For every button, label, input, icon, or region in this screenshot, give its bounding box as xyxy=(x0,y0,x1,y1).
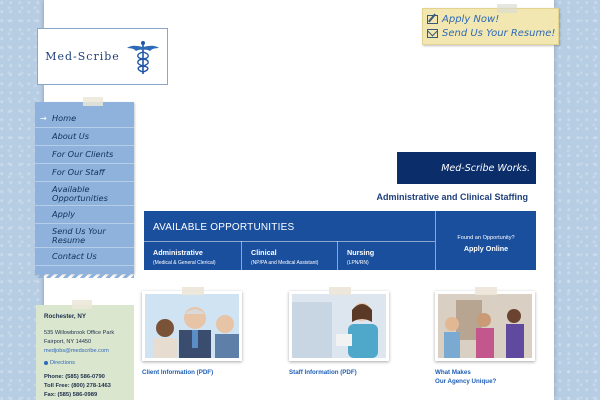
fax-number: Fax: (585) 586-0989 xyxy=(44,392,98,398)
site-logo[interactable] xyxy=(37,28,168,85)
nav-item-available-opportunities[interactable] xyxy=(35,182,134,206)
directions-label: Directions xyxy=(50,360,75,366)
staff-info-link[interactable]: Staff Information (PDF) xyxy=(289,369,357,376)
hero-banner-text: Med-Scribe Works. xyxy=(441,162,530,174)
caption-line: Our Agency Unique? xyxy=(435,378,497,385)
nav-item-label: Contact Us xyxy=(52,251,97,261)
directions-link[interactable] xyxy=(44,360,128,366)
category-subtitle: (NP/PA and Medical Assistant) xyxy=(251,260,319,266)
sidebar-nav xyxy=(35,102,134,274)
nav-item-for-our-clients[interactable] xyxy=(35,146,134,164)
hero-tagline: Administrative and Clinical Staffing xyxy=(376,192,528,202)
hero-banner xyxy=(397,152,536,184)
nav-item-label: → Home xyxy=(52,113,77,123)
category-subtitle: (LPN/RN) xyxy=(347,260,369,266)
category-clinical[interactable] xyxy=(241,241,337,270)
apply-online-label: Apply Online xyxy=(463,244,509,253)
logo-text: Med-Scribe xyxy=(45,50,120,63)
category-title: Nursing xyxy=(347,248,375,257)
tape-decoration xyxy=(182,287,204,295)
client-info-card xyxy=(142,291,242,377)
category-subtitle: (Medical & General Clerical) xyxy=(153,260,216,266)
tape-decoration xyxy=(83,97,103,106)
caduceus-icon xyxy=(126,39,160,75)
torn-edge-decoration xyxy=(35,272,134,278)
category-nursing[interactable] xyxy=(337,241,435,270)
team-photo-icon xyxy=(438,294,532,358)
agency-unique-link[interactable] xyxy=(435,368,535,386)
apply-now-label: Apply Now! xyxy=(442,14,500,25)
people-photo-icon xyxy=(145,294,239,358)
send-resume-link[interactable] xyxy=(427,28,555,39)
address-line-1: 535 Willowbrook Office Park xyxy=(44,330,115,336)
agency-unique-card xyxy=(435,291,535,386)
nav-item-label: For Our Clients xyxy=(52,149,114,159)
category-administrative[interactable] xyxy=(144,241,241,270)
pencil-icon xyxy=(427,15,438,24)
nav-item-label: For Our Staff xyxy=(52,167,105,177)
client-info-link[interactable]: Client Information (PDF) xyxy=(142,369,214,376)
office-city: Rochester, NY xyxy=(44,313,86,320)
nurse-photo-icon xyxy=(292,294,386,358)
tape-decoration xyxy=(72,300,92,309)
nav-item-about-us[interactable] xyxy=(35,128,134,146)
send-resume-label: Send Us Your Resume! xyxy=(442,28,556,39)
found-opportunity-text: Found an Opportunity? xyxy=(457,235,515,241)
nav-item-for-our-staff[interactable] xyxy=(35,164,134,182)
email-link[interactable]: medjobs@medscribe.com xyxy=(44,348,109,354)
nav-item-send-resume[interactable] xyxy=(35,224,134,248)
nav-item-label: About Us xyxy=(52,131,90,141)
tape-decoration xyxy=(497,4,517,13)
apply-now-link[interactable] xyxy=(427,14,499,25)
nav-item-contact-us[interactable] xyxy=(35,248,134,266)
tape-decoration xyxy=(329,287,351,295)
category-title: Administrative xyxy=(153,248,203,257)
apply-note xyxy=(422,8,559,45)
apply-online-link[interactable] xyxy=(436,235,536,253)
nav-item-label: Apply xyxy=(52,209,76,219)
nav-item-home[interactable] xyxy=(35,110,134,128)
nav-item-apply[interactable] xyxy=(35,206,134,224)
category-title: Clinical xyxy=(251,248,277,257)
opportunities-heading: AVAILABLE OPPORTUNITIES xyxy=(153,222,295,233)
caption-line: What Makes xyxy=(435,369,471,376)
contact-card xyxy=(36,305,134,400)
nav-item-label: Send Us Your Resume xyxy=(52,225,106,245)
staff-info-card xyxy=(289,291,389,377)
client-photo[interactable] xyxy=(142,291,242,361)
tape-decoration xyxy=(475,287,497,295)
nav-item-label: Available Opportunities xyxy=(52,183,108,203)
location-pin-icon xyxy=(44,361,48,365)
envelope-icon xyxy=(427,29,438,38)
opportunities-panel xyxy=(144,211,536,270)
agency-photo[interactable] xyxy=(435,291,535,361)
toll-free-number: Toll Free: (800) 278-1463 xyxy=(44,383,111,389)
address-line-2: Fairport, NY 14450 xyxy=(44,339,92,345)
phone-number: Phone: (585) 586-0790 xyxy=(44,374,105,380)
staff-photo[interactable] xyxy=(289,291,389,361)
